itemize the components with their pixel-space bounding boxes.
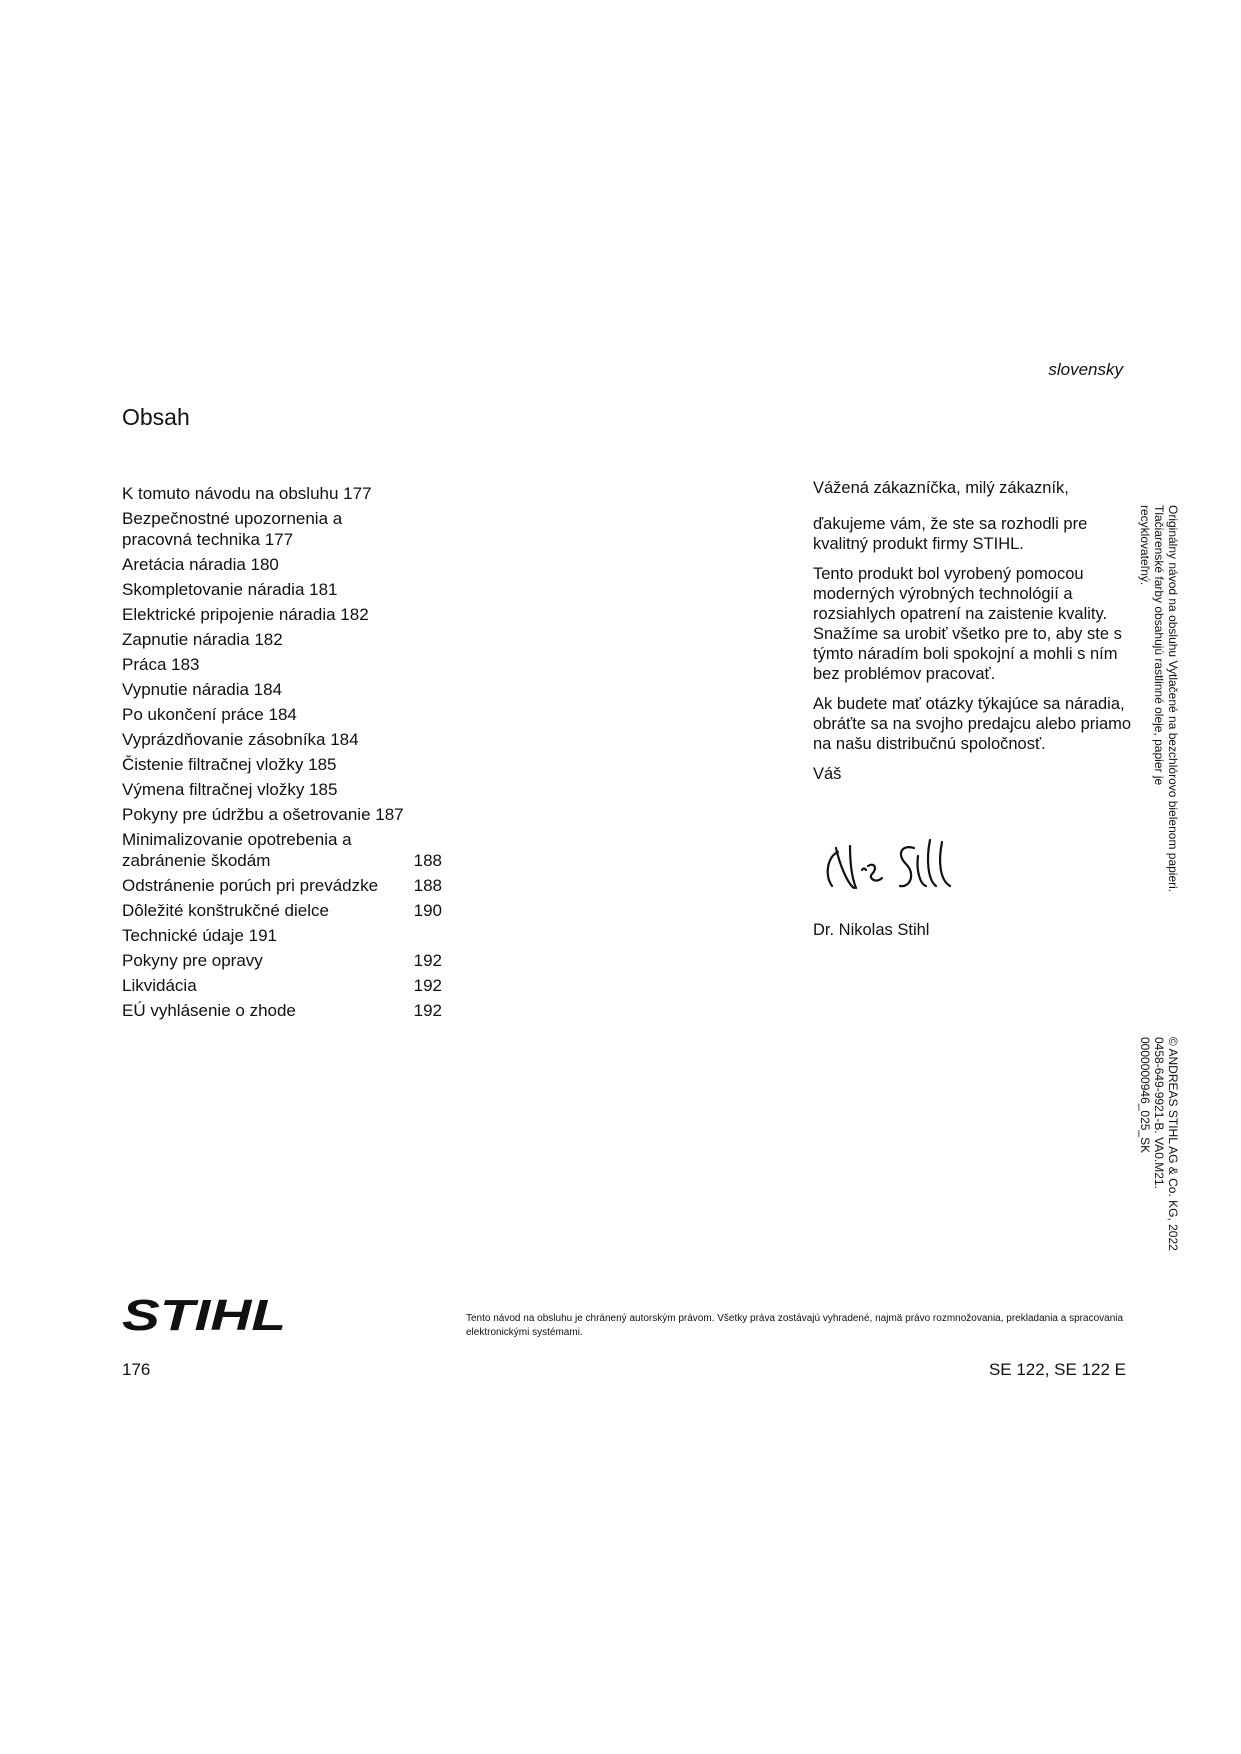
- toc-entry[interactable]: Po ukončení práce 184: [122, 705, 297, 724]
- toc-entry[interactable]: Čistenie filtračnej vložky 185: [122, 755, 337, 774]
- toc-entry[interactable]: Likvidácia 192: [122, 976, 442, 995]
- letter-closing: Váš: [813, 765, 842, 783]
- toc-entry[interactable]: Vyprázdňovanie zásobníka 184: [122, 730, 359, 749]
- toc-entry[interactable]: Skompletovanie náradia 181: [122, 580, 338, 599]
- copyright-note: © ANDREAS STIHL AG & Co. KG, 2022 0458-649-9921-B. VA0.M21. 0000000946_025_SK: [1138, 1037, 1180, 1251]
- table-of-contents: [122, 483, 442, 1025]
- model-label: SE 122, SE 122 E: [988, 1360, 1126, 1379]
- svg-text:STIHL: STIHL: [122, 1292, 286, 1334]
- stihl-logo: [120, 1292, 290, 1334]
- page-title: Obsah: [122, 404, 190, 430]
- toc-entry[interactable]: Pokyny pre údržbu a ošetrovanie 187: [122, 805, 404, 824]
- print-note: Originálny návod na obsluhu Vytlačené na bezchlórovo bielenom papieri. Tlačiarenské farby obsahujú rastlinné oleje, papier je recyklovateľný.: [1138, 505, 1180, 893]
- toc-entry[interactable]: Práca 183: [122, 655, 200, 674]
- toc-entry[interactable]: Technické údaje 191: [122, 926, 278, 945]
- copyright-notice: Tento návod na obsluhu je chránený autorským právom. Všetky práva zostávajú vyhradené, najmä právo rozmnožovania, prekladania a spracovania elektronickými systémami.: [466, 1313, 1124, 1338]
- toc-entry[interactable]: K tomuto návodu na obsluhu 177: [122, 484, 372, 503]
- toc-entry[interactable]: Minimalizovanie opotrebenia a zabránenie škodám 188: [122, 830, 442, 870]
- toc-entry[interactable]: Bezpečnostné upozornenia a pracovná technika 177: [122, 509, 343, 549]
- toc-entry[interactable]: Vypnutie náradia 184: [122, 680, 283, 699]
- letter-paragraph: ďakujeme vám, že ste sa rozhodli pre kvalitný produkt firmy STIHL.: [813, 515, 1088, 553]
- page-number: 176: [122, 1360, 151, 1379]
- welcome-letter: [813, 478, 1133, 794]
- language-label: slovensky: [1048, 360, 1123, 379]
- letter-paragraph: Ak budete mať otázky týkajúce sa náradia, obráťte sa na svojho predajcu alebo priamo na našu distribučnú spoločnosť.: [813, 695, 1132, 753]
- toc-entry[interactable]: EÚ vyhlásenie o zhode 192: [122, 1001, 442, 1020]
- toc-entry[interactable]: Výmena filtračnej vložky 185: [122, 780, 338, 799]
- signer-name: Dr. Nikolas Stihl: [813, 921, 930, 939]
- toc-entry[interactable]: Dôležité konštrukčné dielce 190: [122, 901, 442, 920]
- letter-greeting: Vážená zákazníčka, milý zákazník,: [813, 479, 1069, 497]
- toc-entry[interactable]: Zapnutie náradia 182: [122, 630, 283, 649]
- toc-entry[interactable]: Pokyny pre opravy 192: [122, 951, 442, 970]
- toc-entry[interactable]: Odstránenie porúch pri prevádzke 188: [122, 876, 442, 895]
- signature-image: [810, 826, 970, 906]
- toc-entry[interactable]: Elektrické pripojenie náradia 182: [122, 605, 369, 624]
- letter-paragraph: Tento produkt bol vyrobený pomocou moderných výrobných technológií a rozsiahlych opatrení na zaistenie kvality. Snažíme sa urobiť všetko pre to, aby ste s týmto náradím boli spokojní a mohli s ním bez problémov pracovať.: [813, 565, 1122, 683]
- toc-entry[interactable]: Aretácia náradia 180: [122, 555, 279, 574]
